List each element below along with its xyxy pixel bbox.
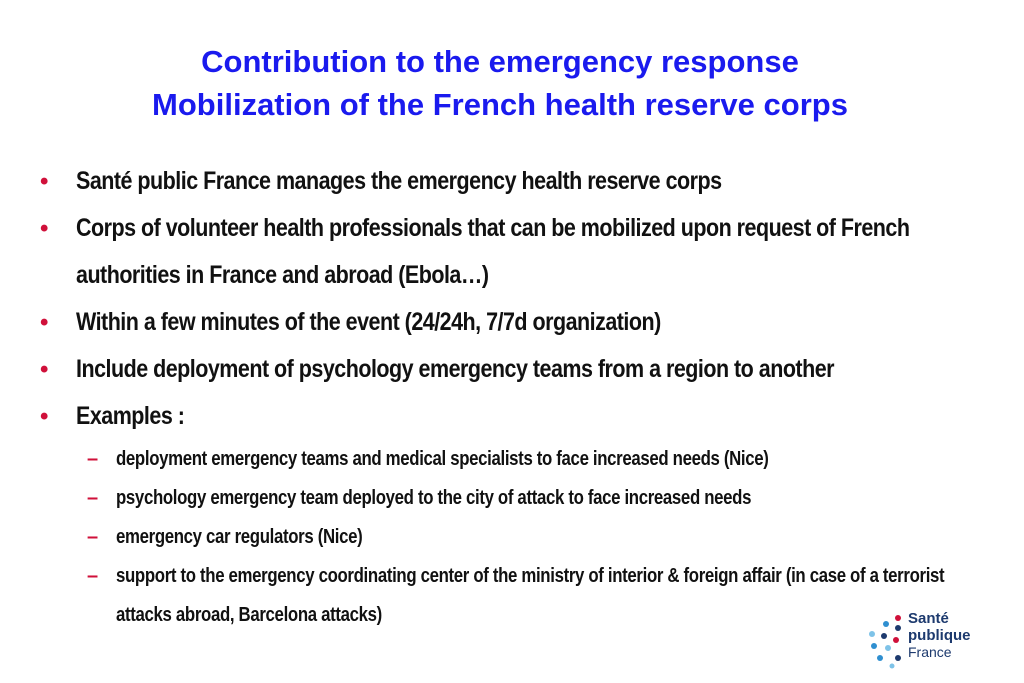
- sub-bullet-text: deployment emergency teams and medical specialists to face increased needs (Nice): [116, 448, 769, 470]
- sub-bullet-text: emergency car regulators (Nice): [116, 526, 363, 548]
- dash-icon: –: [87, 565, 98, 587]
- dash-icon: –: [87, 526, 98, 548]
- bullet-text: Corps of volunteer health professionals that can be mobilized upon request of French authorities in France and abroad (Ebola…): [76, 214, 910, 289]
- bullet-text: Include deployment of psychology emergency teams from a region to another: [76, 355, 834, 383]
- dash-icon: –: [87, 487, 98, 509]
- bullet-dot-icon: •: [40, 215, 48, 242]
- logo-dots-icon: [866, 614, 906, 670]
- bullet-dot-icon: •: [40, 356, 48, 383]
- sub-bullet-text: psychology emergency team deployed to the city of attack to face increased needs: [116, 487, 752, 509]
- bullet-text: Within a few minutes of the event (24/24h, 7/7d organization): [76, 308, 661, 336]
- sub-bullet-item: [80, 479, 1020, 518]
- bullet-text: Examples :: [76, 402, 185, 430]
- sub-bullet-item: [80, 440, 1020, 479]
- title-line-2: Mobilization of the French health reserve corps: [152, 87, 848, 122]
- bullet-item: [40, 346, 1015, 393]
- bullet-item: [40, 205, 1015, 299]
- dash-icon: –: [87, 448, 98, 470]
- bullet-item: [40, 299, 1015, 346]
- bullet-item: [40, 393, 1015, 440]
- logo-line-2: publique: [908, 627, 971, 644]
- logo-line-3: France: [908, 644, 952, 660]
- bullet-item: [40, 158, 1015, 205]
- sub-bullet-item: [80, 518, 1020, 557]
- bullet-dot-icon: •: [40, 403, 48, 430]
- bullet-text: Santé public France manages the emergency health reserve corps: [76, 167, 722, 195]
- sub-bullet-text: support to the emergency coordinating center of the ministry of interior & foreign affair (in case of a terrorist attacks abroad, Barcelona attacks): [116, 565, 945, 626]
- bullet-dot-icon: •: [40, 168, 48, 195]
- logo-line-1: Santé: [908, 610, 949, 627]
- slide-title: [0, 40, 1000, 126]
- sante-publique-france-logo: [866, 610, 1006, 670]
- sub-bullet-list: [80, 440, 1020, 635]
- title-line-1: Contribution to the emergency response: [201, 44, 799, 79]
- bullet-list: [40, 158, 1015, 440]
- bullet-dot-icon: •: [40, 309, 48, 336]
- logo-text: [908, 610, 971, 661]
